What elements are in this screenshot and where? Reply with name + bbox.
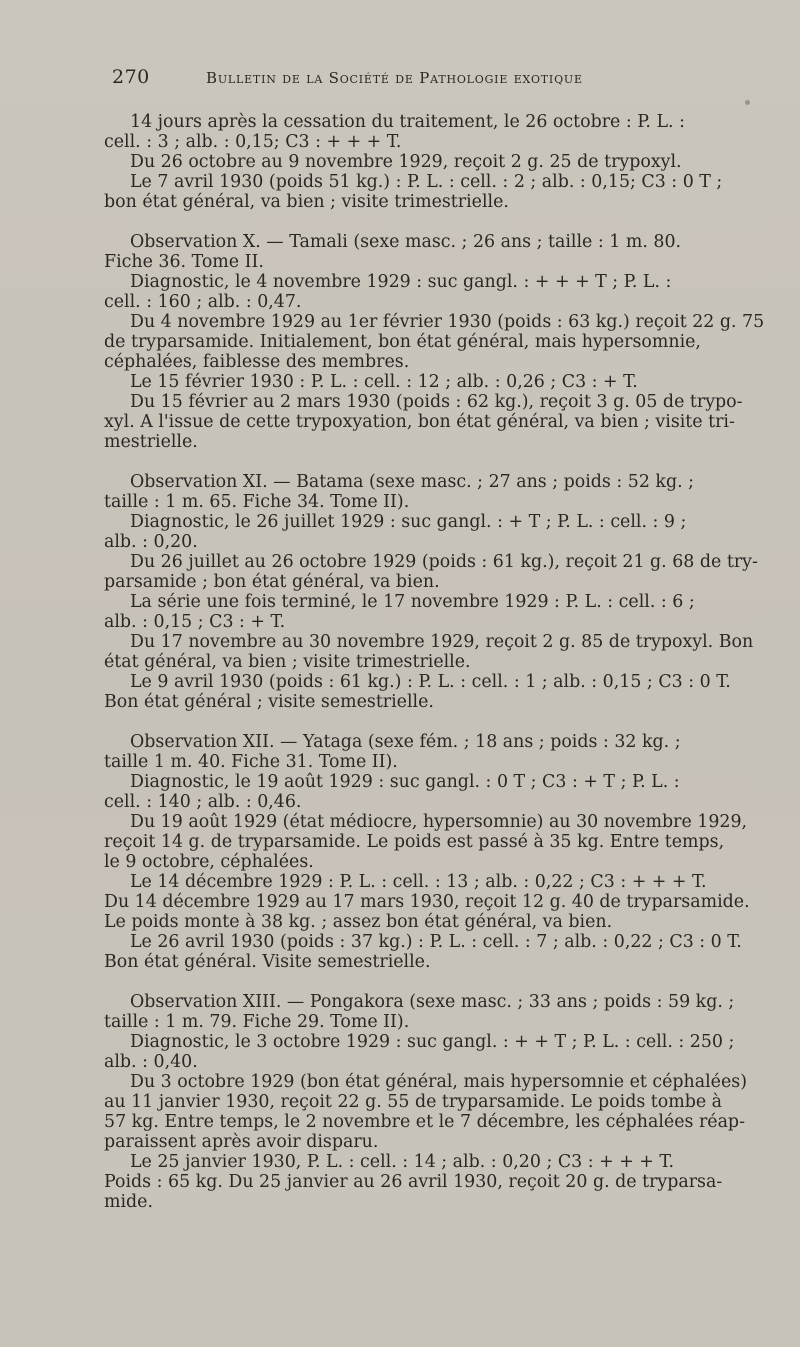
paragraph [104,1072,766,1152]
text-line: La série une fois terminé, le 17 novembre 1929 : P. L. : cell. : 6 ; [130,592,695,612]
paragraph [104,272,766,312]
text-line: Bon état général. Visite semestrielle. [104,952,431,972]
text-line: cell. : 3 ; alb. : 0,15; C3 : + + + T. [104,132,402,152]
text-line: mide. [104,1192,154,1212]
text-line: paraissent après avoir disparu. [104,1132,379,1152]
paragraph [104,1152,766,1212]
text-line: Du 14 décembre 1929 au 17 mars 1930, reçoit 12 g. 40 de tryparsamide. [104,892,750,912]
paragraph [104,512,766,552]
text-line: parsamide ; bon état général, va bien. [104,572,440,592]
paragraph [104,592,766,632]
paragraph [104,672,766,712]
text-line: xyl. A l'issue de cette trypoxyation, bon état général, va bien ; visite tri- [104,412,735,432]
paragraph [104,1032,766,1072]
text-line: Du 3 octobre 1929 (bon état général, mais hypersomnie et céphalées) [130,1072,747,1092]
text-line: céphalées, faiblesse des membres. [104,352,410,372]
text-line: Du 15 février au 2 mars 1930 (poids : 62 kg.), reçoit 3 g. 05 de trypo- [130,392,743,412]
text-line: Observation X. — Tamali (sexe masc. ; 26 ans ; taille : 1 m. 80. [130,232,682,252]
text-line: mestrielle. [104,432,198,452]
section-gap [104,212,766,232]
text-line: Le 9 avril 1930 (poids : 61 kg.) : P. L. : cell. : 1 ; alb. : 0,15 ; C3 : 0 T. [130,672,731,692]
paragraph [104,872,766,932]
text-line: au 11 janvier 1930, reçoit 22 g. 55 de tryparsamide. Le poids tombe à [104,1092,723,1112]
text-line: Le 14 décembre 1929 : P. L. : cell. : 13 ; alb. : 0,22 ; C3 : + + + T. [130,872,707,892]
paragraph [104,312,766,372]
text-line: cell. : 160 ; alb. : 0,47. [104,292,302,312]
text-line: Diagnostic, le 4 novembre 1929 : suc gangl. : + + + T ; P. L. : [130,272,672,292]
text-line: Le poids monte à 38 kg. ; assez bon état général, va bien. [104,912,613,932]
text-line: Observation XI. — Batama (sexe masc. ; 27 ans ; poids : 52 kg. ; [130,472,695,492]
paragraph [104,472,766,512]
text-line: cell. : 140 ; alb. : 0,46. [104,792,302,812]
text-line: taille 1 m. 40. Fiche 31. Tome II). [104,752,398,772]
text-line: reçoit 14 g. de tryparsamide. Le poids est passé à 35 kg. Entre temps, [104,832,725,852]
text-line: Du 26 octobre au 9 novembre 1929, reçoit 2 g. 25 de trypoxyl. [130,152,682,172]
ink-speck [745,100,750,105]
text-line: état général, va bien ; visite trimestrielle. [104,652,471,672]
running-title: Bulletin de la Société de Pathologie exotique [206,69,583,87]
section-gap [104,972,766,992]
paragraph [104,392,766,452]
text-line: Fiche 36. Tome II. [104,252,264,272]
text-line: Le 15 février 1930 : P. L. : cell. : 12 ; alb. : 0,26 ; C3 : + T. [130,372,638,392]
paragraph [104,992,766,1032]
section-gap [104,712,766,732]
paragraph [104,772,766,812]
text-line: Observation XII. — Yataga (sexe fém. ; 18 ans ; poids : 32 kg. ; [130,732,681,752]
text-line: bon état général, va bien ; visite trimestrielle. [104,192,509,212]
text-line: 57 kg. Entre temps, le 2 novembre et le 7 décembre, les céphalées réap- [104,1112,745,1132]
text-line: Du 19 août 1929 (état médiocre, hypersomnie) au 30 novembre 1929, [130,812,748,832]
text-line: alb. : 0,40. [104,1052,198,1072]
paragraph [104,232,766,272]
paragraph [104,152,766,172]
text-line: Bon état général ; visite semestrielle. [104,692,434,712]
text-line: 14 jours après la cessation du traitement, le 26 octobre : P. L. : [130,112,685,132]
paragraph [104,812,766,872]
paragraph [104,732,766,772]
text-line: Du 4 novembre 1929 au 1er février 1930 (poids : 63 kg.) reçoit 22 g. 75 [130,312,765,332]
section-gap [104,452,766,472]
text-line: Le 25 janvier 1930, P. L. : cell. : 14 ; alb. : 0,20 ; C3 : + + + T. [130,1152,674,1172]
text-line: Le 26 avril 1930 (poids : 37 kg.) : P. L. : cell. : 7 ; alb. : 0,22 ; C3 : 0 T. [130,932,742,952]
text-line: Diagnostic, le 19 août 1929 : suc gangl. : 0 T ; C3 : + T ; P. L. : [130,772,680,792]
paragraph [104,632,766,672]
paragraph [104,932,766,972]
article-body [104,112,766,1212]
text-line: de tryparsamide. Initialement, bon état général, mais hypersomnie, [104,332,701,352]
paragraph [104,552,766,592]
text-line: Poids : 65 kg. Du 25 janvier au 26 avril 1930, reçoit 20 g. de tryparsa- [104,1172,723,1192]
text-line: Du 17 novembre au 30 novembre 1929, reçoit 2 g. 85 de trypoxyl. Bon [130,632,754,652]
text-line: alb. : 0,20. [104,532,198,552]
paragraph [104,172,766,212]
text-line: alb. : 0,15 ; C3 : + T. [104,612,286,632]
page-header [106,66,766,96]
text-line: taille : 1 m. 65. Fiche 34. Tome II). [104,492,410,512]
paragraph [104,372,766,392]
text-line: Diagnostic, le 26 juillet 1929 : suc gangl. : + T ; P. L. : cell. : 9 ; [130,512,687,532]
page-number: 270 [112,66,150,88]
text-line: Diagnostic, le 3 octobre 1929 : suc gangl. : + + T ; P. L. : cell. : 250 ; [130,1032,735,1052]
text-line: Observation XIII. — Pongakora (sexe masc. ; 33 ans ; poids : 59 kg. ; [130,992,735,1012]
text-line: Du 26 juillet au 26 octobre 1929 (poids : 61 kg.), reçoit 21 g. 68 de try- [130,552,758,572]
text-line: le 9 octobre, céphalées. [104,852,314,872]
paragraph [104,112,766,152]
text-line: taille : 1 m. 79. Fiche 29. Tome II). [104,1012,410,1032]
text-line: Le 7 avril 1930 (poids 51 kg.) : P. L. : cell. : 2 ; alb. : 0,15; C3 : 0 T ; [130,172,723,192]
